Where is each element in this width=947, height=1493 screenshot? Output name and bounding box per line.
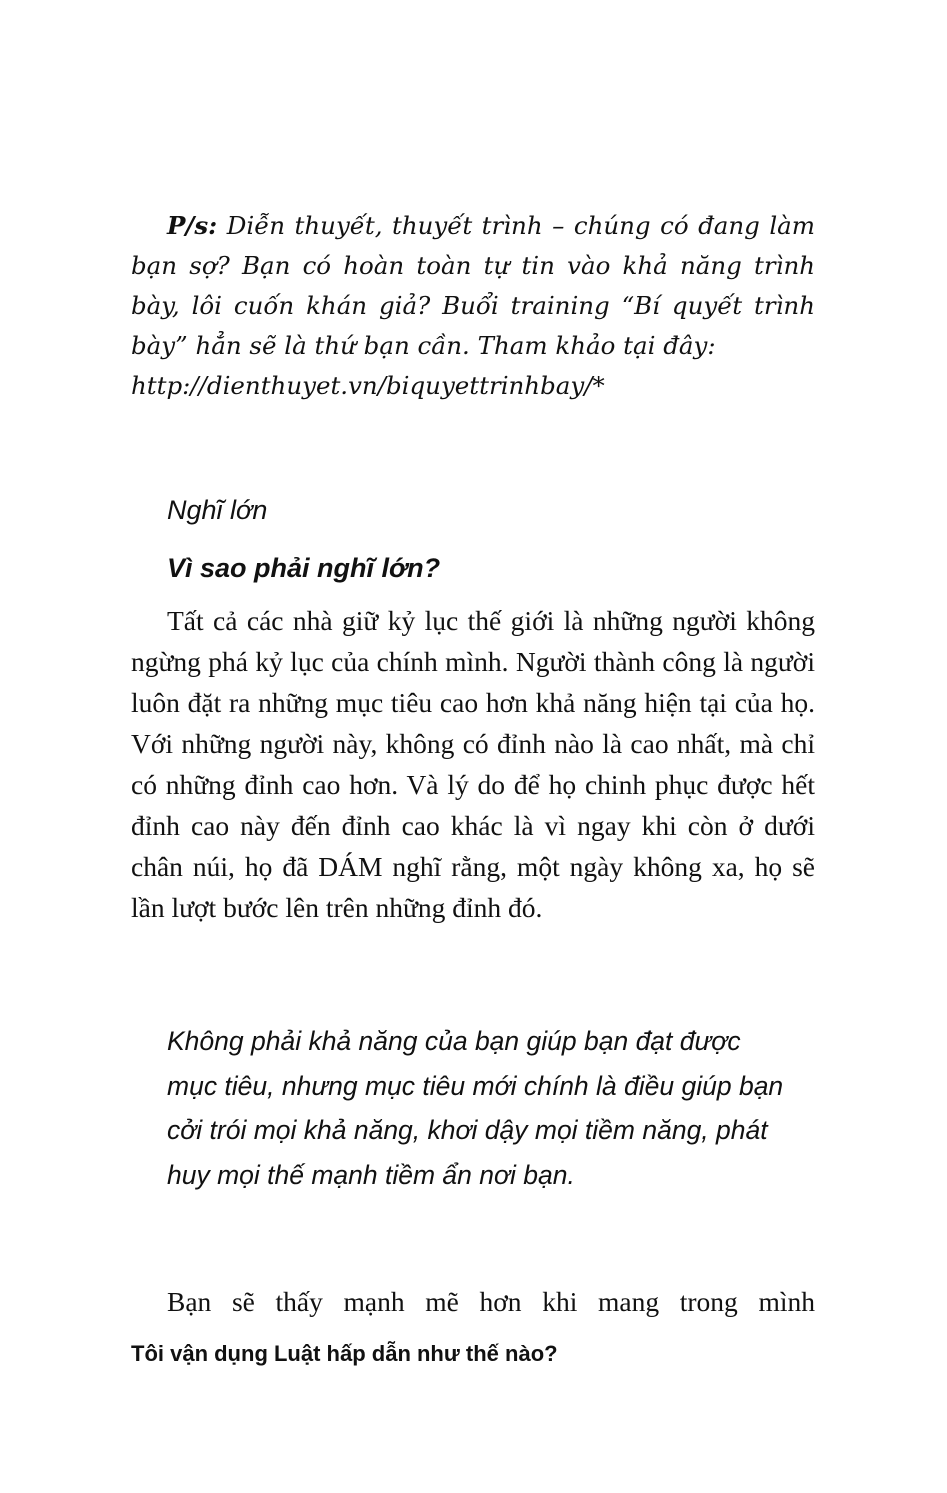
body-paragraph (131, 600, 815, 928)
ps-label: P/s: (167, 211, 218, 240)
footer-heading: Tôi vận dụng Luật hấp dẫn như thế nào? (131, 1341, 558, 1366)
body-paragraph-text: Tất cả các nhà giữ kỷ lục thế giới là những người không ngừng phá kỷ lục của chính mình. Người thành công là người luôn đặt ra những mục tiêu cao hơn khả năng hiện tại của họ. Với những người này, không có đỉnh nào là cao nhất, mà chỉ có những đỉnh cao hơn. Và lý do để họ chinh phục được hết đỉnh cao này đến đỉnh cao khác là vì ngay khi còn ở dưới chân núi, họ đã DÁM nghĩ rằng, một ngày không xa, họ sẽ lần lượt bước lên trên những đỉnh đó. (131, 605, 815, 923)
section-title: Nghĩ lớn (167, 495, 268, 525)
closing-paragraph-text: Bạn sẽ thấy mạnh mẽ hơn khi mang trong mình (167, 1286, 815, 1317)
ps-text: Diễn thuyết, thuyết trình – chúng có đang làm bạn sợ? Bạn có hoàn toàn tự tin vào khả năng trình bày, lôi cuốn khán giả? Buổi training “Bí quyết trình bày” hẳn sẽ là thứ bạn cần. Tham khảo tại đây: (131, 211, 815, 360)
ps-note (131, 206, 815, 406)
closing-paragraph (131, 1281, 815, 1322)
highlight-quote: Không phải khả năng của bạn giúp bạn đạt được mục tiêu, nhưng mục tiêu mới chính là điều giúp bạn cởi trói mọi khả năng, khơi dậy mọi tiềm năng, phát huy mọi thế mạnh tiềm ẩn nơi bạn. (167, 1026, 784, 1190)
ps-url[interactable]: http://dienthuyet.vn/biquyettrinhbay/* (131, 371, 605, 400)
section-subtitle: Vì sao phải nghĩ lớn? (167, 553, 441, 583)
